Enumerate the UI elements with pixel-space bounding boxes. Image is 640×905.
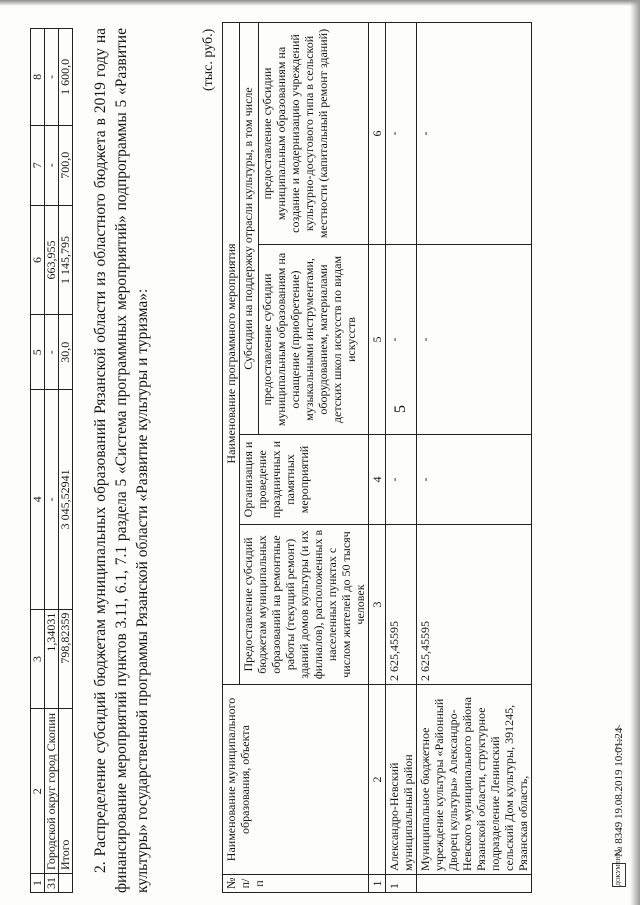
col-number: 5: [369, 245, 386, 435]
header-name: Наименование муниципального образования, объекта: [223, 685, 369, 875]
cell: -: [417, 22, 532, 244]
cell: 31: [45, 874, 59, 893]
pen-mark-icon: [612, 715, 622, 755]
cell: 1 600,0: [59, 29, 73, 126]
subsidy-table: [222, 22, 532, 893]
summary-table: [30, 28, 73, 893]
cell: 3 045,52941: [59, 390, 73, 609]
cell: 1: [386, 875, 417, 893]
col-number: 1: [369, 875, 386, 893]
cell: [59, 874, 73, 893]
cell: [417, 875, 532, 893]
col-number: 2: [369, 685, 386, 875]
table-header-row: [223, 22, 240, 892]
header-col5: предоставление субсидии муниципальным образованиям на оснащение (приобретение) музыкальными инструментами, оборудованием, материалами детских школ искусств по видам искусств: [258, 245, 368, 435]
cell: 1 145,795: [59, 205, 73, 315]
col-number: 3: [31, 609, 45, 709]
table-row: [417, 22, 532, 892]
col-number: 5: [31, 315, 45, 390]
cell: 2 625,45595: [417, 525, 532, 685]
cell: 1,34031: [45, 609, 59, 709]
cell: 700,0: [59, 125, 73, 205]
col-number: 6: [31, 205, 45, 315]
header-col6: предоставление субсидии муниципальным образованиям на создание и модернизацию учреждений культурно-досугового типа в сельской местности (капитальный ремонт зданий): [258, 22, 368, 244]
header-col3: Предоставление субсидий бюджетам муниципальных образований на ремонтные работы (текущий ремонт) зданий домов культуры (и их филиалов), расположенных в населенных пунктах с числом жителей до 50 тысяч человек: [240, 525, 369, 685]
col-number: 7: [31, 125, 45, 205]
cell: 30,0: [59, 315, 73, 390]
header-subgroup: Субсидии на поддержку отрасли культуры, в том числе: [240, 22, 259, 434]
cell: Александро-Невский муниципальный район: [386, 685, 417, 875]
col-number: 1: [31, 874, 45, 893]
cell: -: [417, 245, 532, 435]
col-number: 3: [369, 525, 386, 685]
col-number: 2: [31, 709, 45, 874]
column-number-row: [369, 22, 386, 892]
stamp-logo-icon: ДОКУМЕНТ: [612, 863, 626, 887]
cell: -: [386, 245, 417, 435]
cell: Городской округ город Скопин: [45, 709, 59, 874]
cell: 2 625,45595: [386, 525, 417, 685]
cell: -: [45, 125, 59, 205]
table-row: [59, 29, 73, 893]
cell: -: [45, 390, 59, 609]
cell: -: [386, 435, 417, 525]
table-row: [45, 29, 59, 893]
table-header-row: [31, 29, 45, 893]
header-col4: Организация и проведение праздничных и памятных мероприятий: [240, 435, 369, 525]
col-number: 8: [31, 29, 45, 126]
cell: -: [386, 22, 417, 244]
header-number: № п/п: [223, 875, 369, 893]
paragraph-distribution: 2. Распределение субсидий бюджетам муниципальных образований Рязанской области из областного бюджета в 2019 году на финансирование мероприятий пунктов 3.11, 6.1, 7.1 раздела 5 «Система программных мероприятий» подпрограммы 5 «Развитие культуры» государственной программы Рязанской области «Развитие культуры и туризма»:: [92, 28, 151, 893]
page-number: 5: [392, 405, 409, 413]
table-row: [386, 22, 417, 892]
cell: -: [45, 315, 59, 390]
cell: 663,955: [45, 205, 59, 315]
col-number: 6: [369, 22, 386, 244]
cell: -: [417, 435, 532, 525]
cell: Итого: [59, 709, 73, 874]
cell: 798,82359: [59, 609, 73, 709]
units-label: (тыс. руб.): [201, 28, 216, 91]
col-number: 4: [369, 435, 386, 525]
col-number: 4: [31, 390, 45, 609]
cell: Муниципальное бюджетное учреждение культуры «Районный Дворец культуры» Александро-Невского муниципального района Рязанской области, структурное подразделение Ленинский сельский Дом культуры, 391245, Рязанская область,: [417, 685, 532, 875]
stamp-text: № 8349 19.08.2019 10:01:24: [613, 727, 625, 857]
cell: -: [45, 29, 59, 126]
header-group: Наименование программного мероприятия: [223, 22, 240, 684]
